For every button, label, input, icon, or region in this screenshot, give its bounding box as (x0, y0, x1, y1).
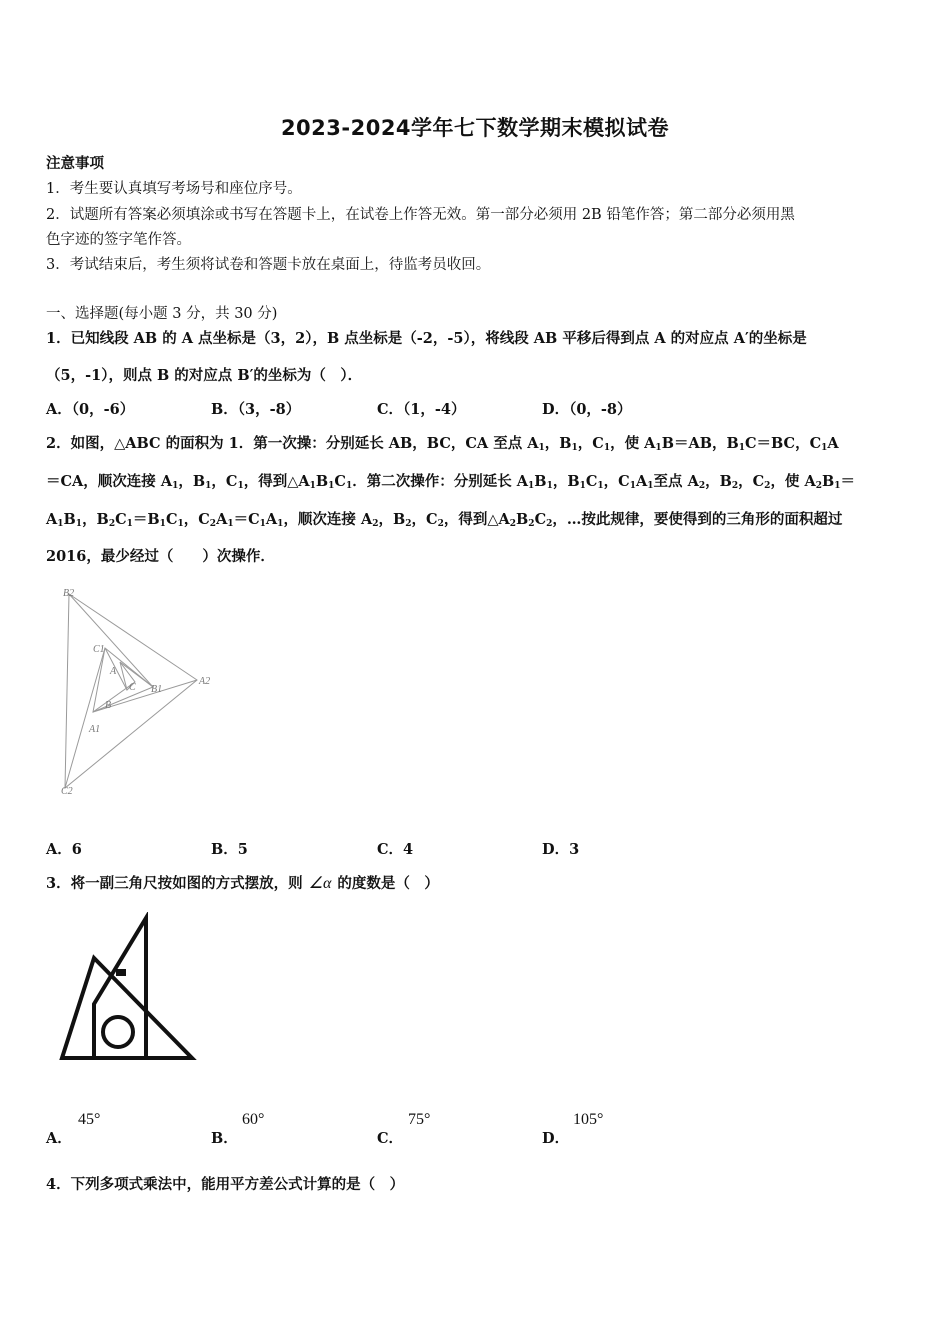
q2-option-a: A．6 (46, 841, 82, 858)
q2-line3: $A_1B_1$，$B_2C_1=B_1C_1$，$C_2A_1=C_1A_1$，顺次连接 $A_2$，$B_2$，$C_2$，得到$\triangle A_2B_2C_2$，…按此规律，要使得到的三角形的面积超过 (46, 511, 843, 529)
q3-stem: 3．将一副三角尺按如图的方式摆放，则 ∠α 的度数是（ ） (46, 875, 439, 892)
set-square-hole (103, 1017, 133, 1047)
q2-option-c: C．4 (377, 841, 414, 858)
q3-option-c-value: 75° (408, 1111, 431, 1128)
q1-option-a: A．（0，-6） (46, 401, 135, 418)
page-title: 2023-2024学年七下数学期末模拟试卷 (280, 116, 670, 140)
label-a2: A2 (199, 676, 211, 687)
q2-line4: 2016，最少经过（ ）次操作． (46, 548, 275, 565)
q2-option-b: B．5 (211, 841, 248, 858)
q1-option-b: B．（3，-8） (211, 401, 301, 418)
q4-stem: 4．下列多项式乘法中，能用平方差公式计算的是（ ） (46, 1176, 405, 1193)
label-c1: C1 (93, 644, 105, 655)
label-c2: C2 (61, 786, 73, 797)
q3-option-c-label: C． (377, 1130, 404, 1147)
q3-option-a-value: 45° (78, 1111, 101, 1128)
q3-set-square-figure (58, 912, 198, 1062)
q3-option-a-label: A． (46, 1130, 72, 1147)
q2-option-d: D．3 (542, 841, 580, 858)
notice-heading: 注意事项 (46, 155, 104, 172)
q3-option-d-value: 105° (573, 1111, 604, 1128)
q2-line2: ＝CA，顺次连接 $A_1$，$B_1$，$C_1$，得到$\triangle A_1B_1C_1$．第二次操作：分别延长 $A_1B_1$，$B_1C_1$，$C_1A_1$至点 $A_2$，$B_2$，$C_2$，使 $A_2B_1=$ (46, 473, 856, 491)
notice-item-2: 2．试题所有答案必须填涂或书写在答题卡上，在试卷上作答无效。第一部分必须用 2B 铅笔作答；第二部分必须用黑 (46, 207, 795, 223)
label-b2: B2 (63, 588, 75, 599)
q2-line1: 2．如图，△ABC 的面积为 1．第一次操：分别延长 AB，BC，CA 至点 $A_1$，$B_1$，$C_1$，使 $A_1B=AB$，$B_1C=BC$，$C_1A$ (46, 435, 839, 453)
alpha-angle-mark (116, 969, 126, 976)
label-b: B (105, 700, 112, 711)
label-a: A (110, 666, 117, 677)
q1-line1: 1．已知线段 AB 的 A 点坐标是（3，2），B 点坐标是（-2，-5），将线段 AB 平移后得到点 A 的对应点 A′的坐标是 (46, 330, 807, 347)
label-b1: B1 (151, 684, 163, 695)
q3-option-b-value: 60° (242, 1111, 265, 1128)
q1-option-c: C．（1，-4） (377, 401, 466, 418)
notice-item-1: 1．考生要认真填写考场号和座位序号。 (46, 181, 302, 197)
section-heading: 一、选择题(每小题 3 分，共 30 分) (46, 306, 278, 322)
q3-option-b-label: B． (211, 1130, 238, 1147)
label-c: C (129, 682, 136, 693)
q2-triangle-figure (55, 582, 225, 800)
notice-item-3: 3．考试结束后，考生须将试卷和答题卡放在桌面上，待监考员收回。 (46, 257, 491, 273)
notice-item-2-cont: 色字迹的签字笔作答。 (46, 232, 191, 248)
q3-option-d-label: D． (542, 1130, 570, 1147)
angle-alpha: ∠α (308, 875, 332, 892)
label-a1: A1 (89, 724, 101, 735)
q1-option-d: D．（0，-8） (542, 401, 632, 418)
q1-line2: （5，-1），则点 B 的对应点 B′的坐标为（ ）． (46, 367, 363, 384)
